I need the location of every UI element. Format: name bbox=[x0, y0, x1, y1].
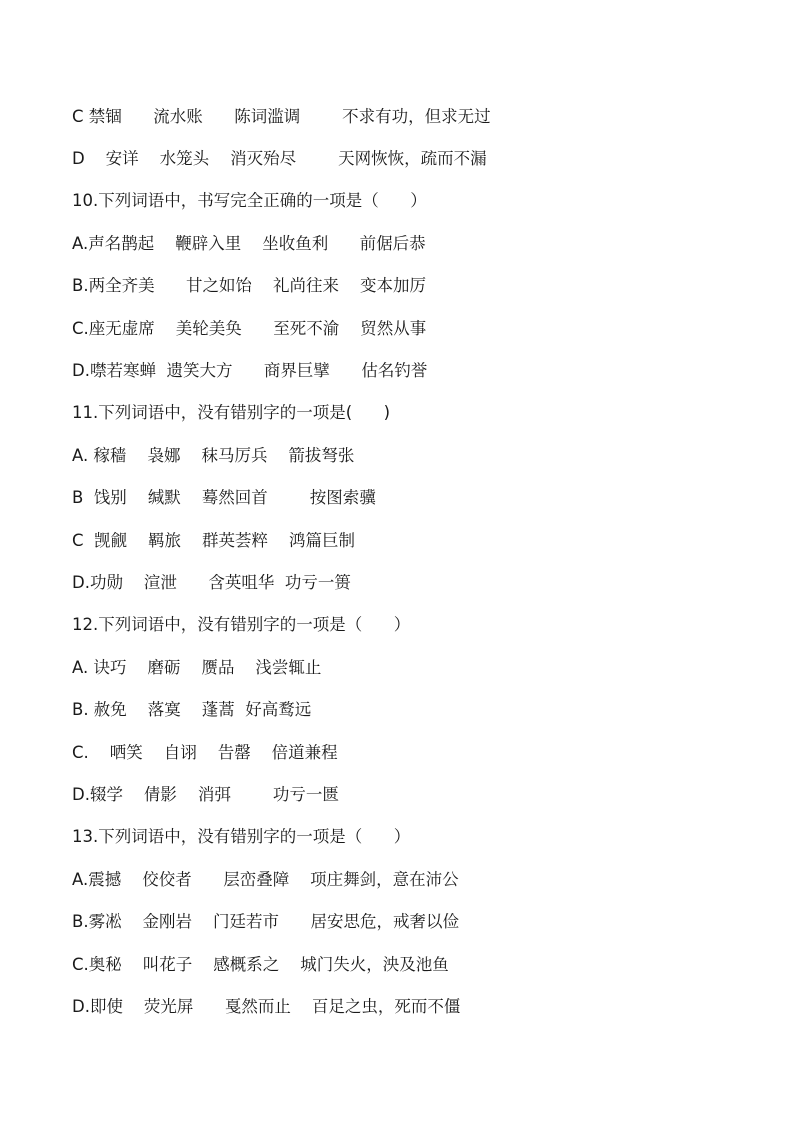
q13-option-c: C.奥秘 叫花子 感概系之 城门失火，泱及池鱼 bbox=[72, 955, 449, 974]
question-12: 12.下列词语中，没有错别字的一项是（ ） bbox=[72, 615, 411, 634]
q12-option-a: A. 诀巧 磨砺 赝品 浅尝辄止 bbox=[72, 658, 322, 677]
q10-option-a: A.声名鹊起 鞭辟入里 坐收鱼利 前倨后恭 bbox=[72, 234, 426, 253]
question-11: 11.下列词语中，没有错别字的一项是( ) bbox=[72, 403, 391, 422]
q13-option-d: D.即使 荧光屏 戛然而止 百足之虫，死而不僵 bbox=[72, 997, 461, 1016]
option-line-c-prev: C 禁锢 流水账 陈词滥调 不求有功，但求无过 bbox=[72, 107, 491, 126]
question-10: 10.下列词语中，书写完全正确的一项是（ ） bbox=[72, 191, 427, 210]
q12-option-b: B. 赦免 落寞 蓬蒿 好高鹜远 bbox=[72, 700, 312, 719]
q11-option-a: A. 稼穑 袅娜 秣马厉兵 箭拔弩张 bbox=[72, 446, 355, 465]
q10-option-d: D.噤若寒蝉 遗笑大方 商界巨擘 估名钓誉 bbox=[72, 361, 428, 380]
q13-option-b: B.雾凇 金刚岩 门廷若市 居安思危，戒奢以俭 bbox=[72, 912, 459, 931]
q10-option-c: C.座无虚席 美轮美奂 至死不渝 贸然从事 bbox=[72, 319, 427, 338]
q12-option-d: D.辍学 倩影 消弭 功亏一匮 bbox=[72, 785, 339, 804]
q12-option-c: C. 哂笑 自诩 告罄 倍道兼程 bbox=[72, 743, 338, 762]
q11-option-c: C 觊觎 羁旅 群英荟粹 鸿篇巨制 bbox=[72, 531, 355, 550]
option-line-d-prev: D 安详 水笼头 消灭殆尽 天网恢恢，疏而不漏 bbox=[72, 149, 487, 168]
question-13: 13.下列词语中，没有错别字的一项是（ ） bbox=[72, 827, 411, 846]
q10-option-b: B.两全齐美 甘之如饴 礼尚往来 变本加厉 bbox=[72, 276, 426, 295]
q11-option-d: D.功勋 渲泄 含英咀华 功亏一篑 bbox=[72, 573, 351, 592]
q13-option-a: A.震撼 佼佼者 层峦叠障 项庄舞剑，意在沛公 bbox=[72, 870, 459, 889]
q11-option-b: B 饯别 缄默 蓦然回首 按图索骥 bbox=[72, 488, 376, 507]
